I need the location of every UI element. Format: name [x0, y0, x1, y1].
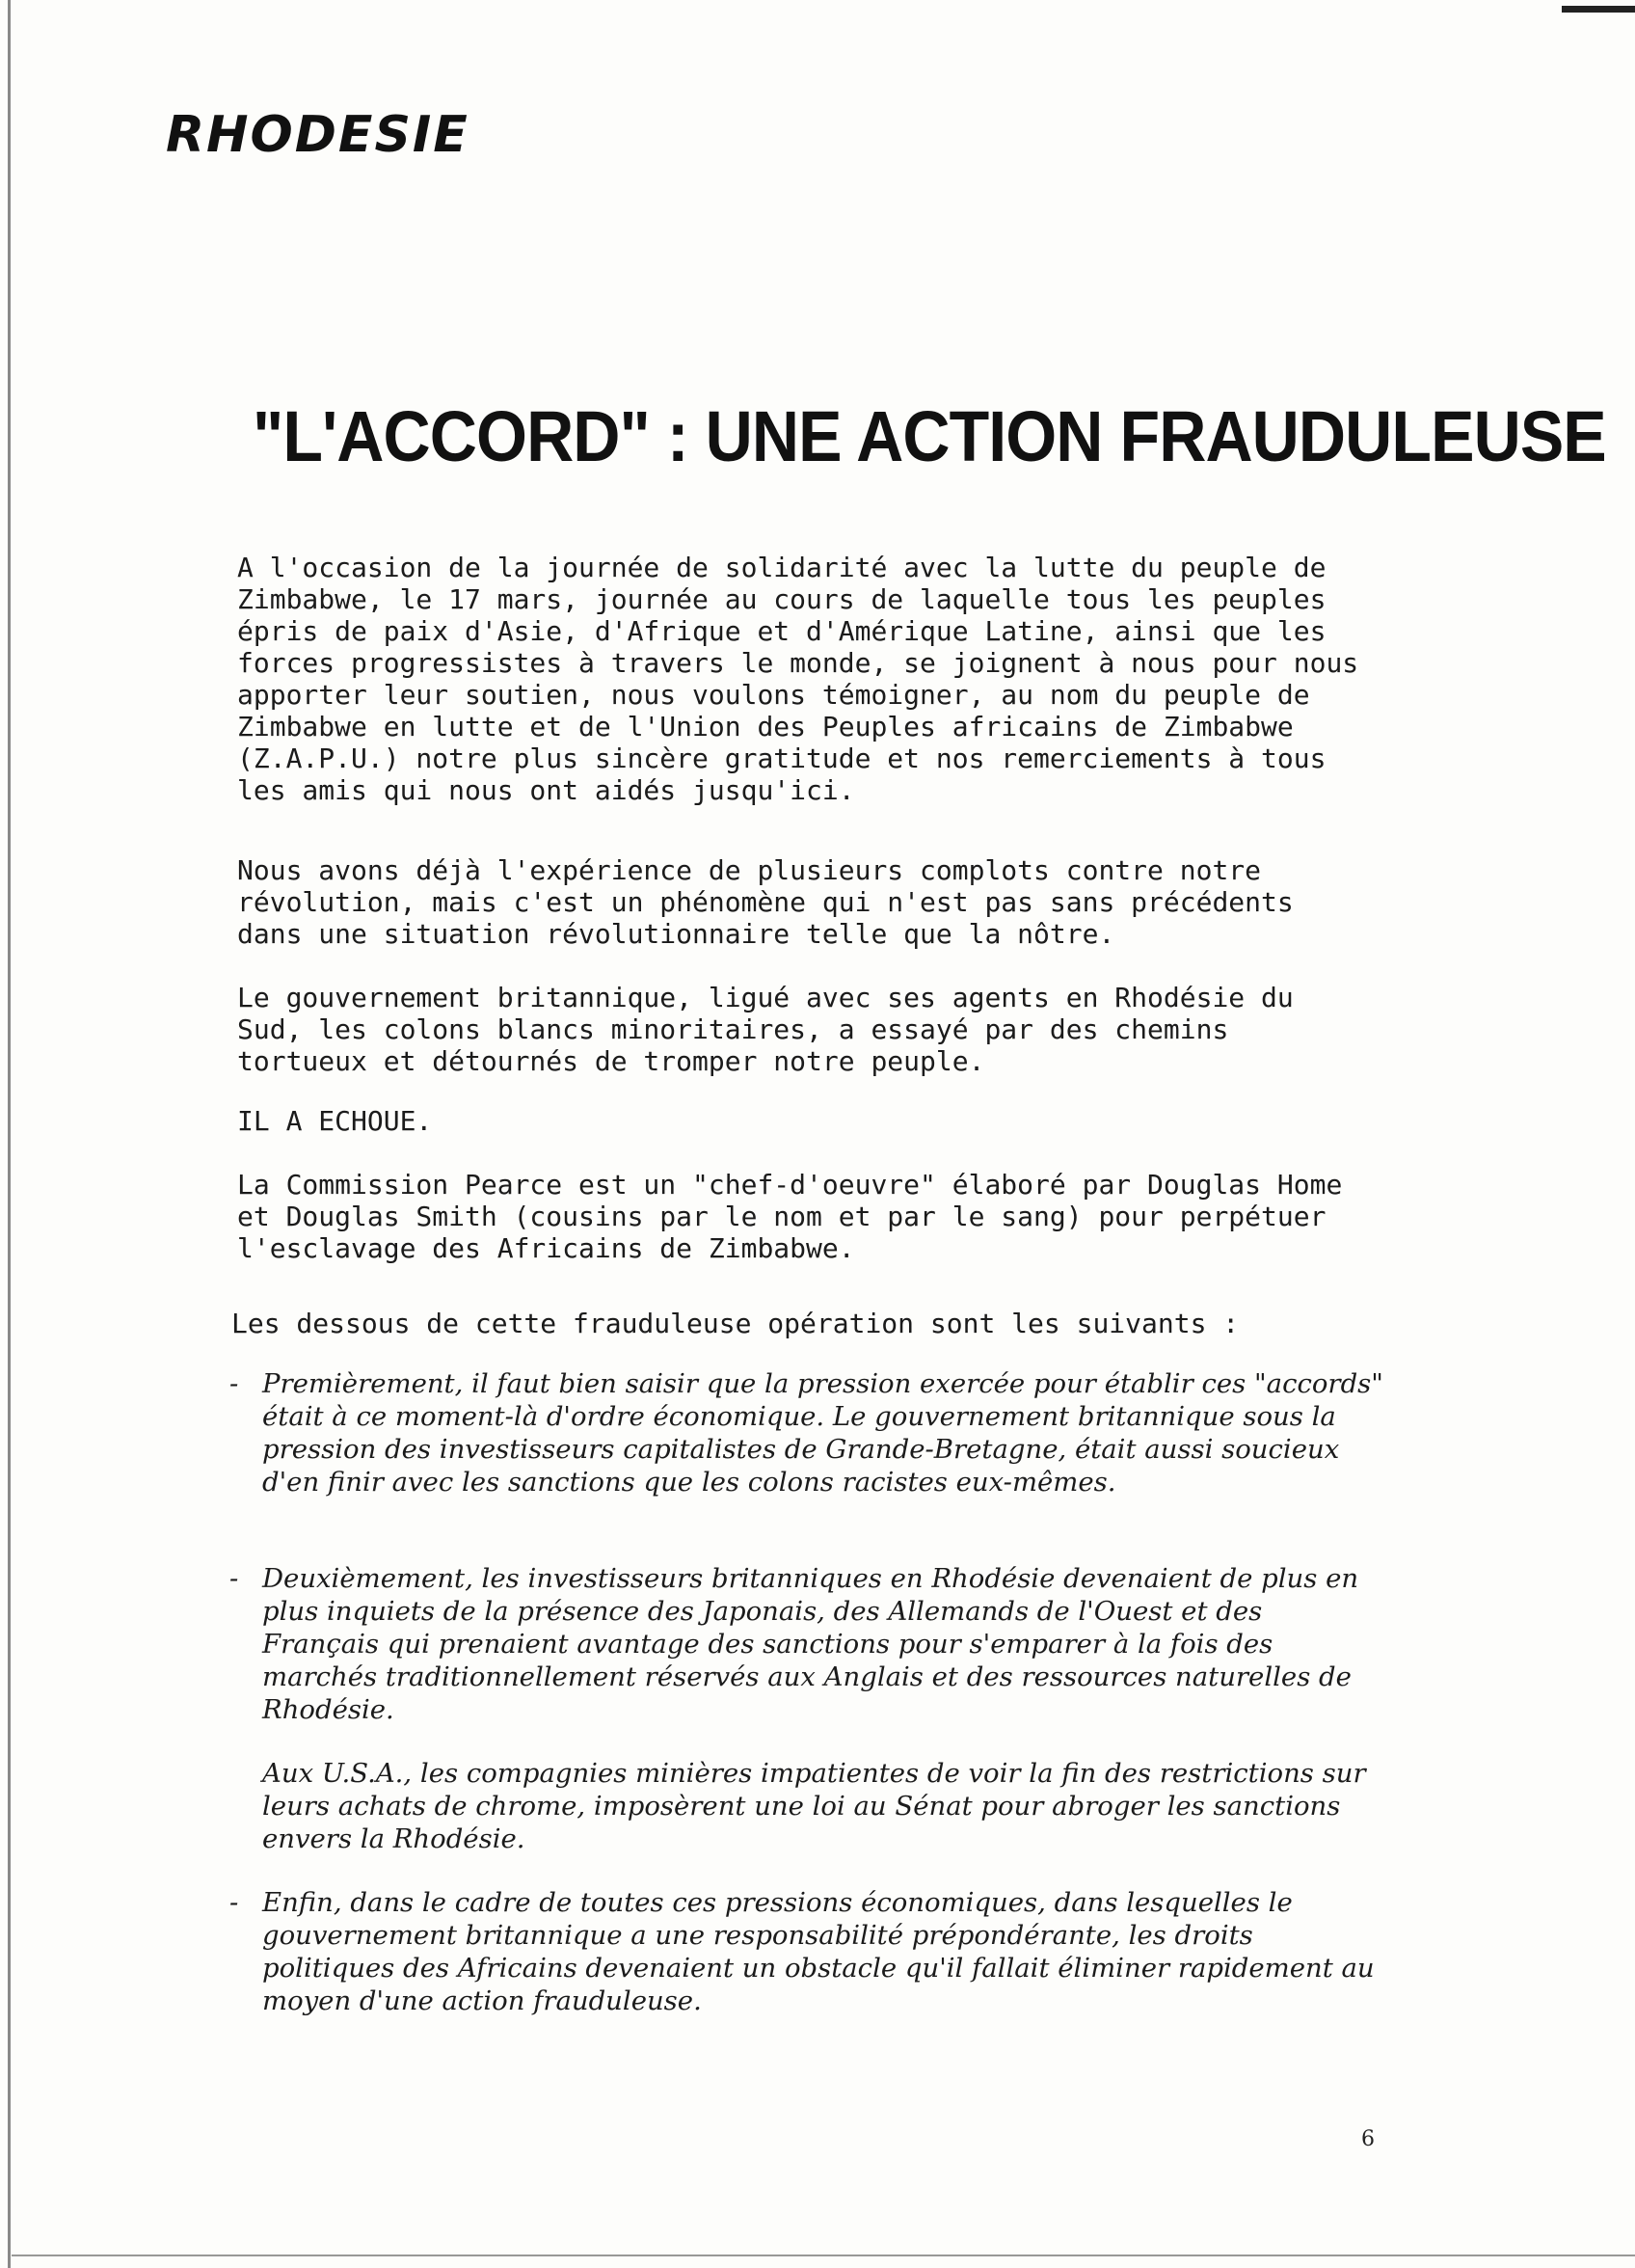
paragraph-echoue — [237, 1105, 1375, 1137]
paragraph-text: Le gouvernement britannique, ligué avec ses agents en Rhodésie du Sud, les colons blancs minoritaires, a essayé par des chemins tortueux et détournés de tromper notre peuple. — [237, 982, 1294, 1077]
paragraph-text: A l'occasion de la journée de solidarité avec la lutte du peuple de Zimbabwe, le 17 mars, journée au cours de laquelle tous les peuples épris de paix d'Asie, d'Afrique et d'Amérique Latine, ainsi que les forces progressistes à travers le monde, se joignent à nous pour nous apporter leur soutien, nous voulons témoigner, au nom du peuple de Zimbabwe en lutte et de l'Union des Peuples africains de Zimbabwe (Z.A.P.U.) notre plus sincère gratitude et nos remerciements à tous les amis qui nous ont aidés jusqu'ici. — [237, 552, 1359, 806]
section-heading: RHODESIE — [166, 106, 469, 164]
point-text: Aux U.S.A., les compagnies minières impatientes de voir la fin des restrictions sur leurs achats de chrome, imposèrent une loi au Sénat pour abroger les sanctions envers la Rhodésie. — [262, 1758, 1366, 1854]
paragraph-text: IL A ECHOUE. — [237, 1105, 433, 1137]
scan-top-mark — [1562, 6, 1635, 13]
scan-bottom-rule — [12, 2254, 1635, 2256]
scan-left-edge — [8, 0, 11, 2268]
paragraph-intro — [237, 552, 1375, 806]
point-premierement — [229, 1367, 1386, 1498]
point-text: Premièrement, il faut bien saisir que la pression exercée pour établir ces "accords" était à ce moment-là d'ordre économique. Le gouvernement britannique sous la pression des investisseurs capitalistes de Grande-Bretagne, était aussi soucieux d'en finir avec les sanctions que les colons racistes eux-mêmes. — [262, 1368, 1383, 1498]
list-dash: - — [229, 1563, 239, 1594]
point-text: Enfin, dans le cadre de toutes ces pressions économiques, dans lesquelles le gouvernement britannique a une responsabilité prépondérante, les droits politiques des Africains devenaient un obstacle qu'il fallait éliminer rapidement au moyen d'une action frauduleuse. — [262, 1887, 1375, 2016]
point-text: Deuxièmement, les investisseurs britanniques en Rhodésie devenaient de plus en plus inquiets de la présence des Japonais, des Allemands de l'Ouest et des Français qui prenaient avantage des sanctions pour s'emparer à la fois des marchés traditionnellement réservés aux Anglais et des ressources naturelles de Rhodésie. — [262, 1563, 1359, 1725]
paragraph-text: Les dessous de cette frauduleuse opération sont les suivants : — [231, 1308, 1240, 1339]
article-title: "L'ACCORD" : UNE ACTION FRAUDULEUSE — [253, 396, 1606, 476]
paragraph-commission — [237, 1169, 1375, 1264]
list-dash: - — [229, 1887, 239, 1918]
point-deuxiemement — [229, 1562, 1386, 1726]
point-enfin — [229, 1886, 1386, 2017]
paragraph-complots — [237, 854, 1375, 950]
paragraph-text: Nous avons déjà l'expérience de plusieurs complots contre notre révolution, mais c'est un phénomène qui n'est pas sans précédents dans une situation révolutionnaire telle que la nôtre. — [237, 854, 1294, 950]
point-usa — [229, 1757, 1386, 1855]
paragraph-gouvernement — [237, 982, 1375, 1077]
page-number: 6 — [1361, 2127, 1375, 2151]
paragraph-text: La Commission Pearce est un "chef-d'oeuvre" élaboré par Douglas Home et Douglas Smith (cousins par le nom et par le sang) pour perpétuer l'esclavage des Africains de Zimbabwe. — [237, 1169, 1343, 1264]
paragraph-dessous — [231, 1308, 1369, 1339]
list-dash: - — [229, 1368, 239, 1399]
